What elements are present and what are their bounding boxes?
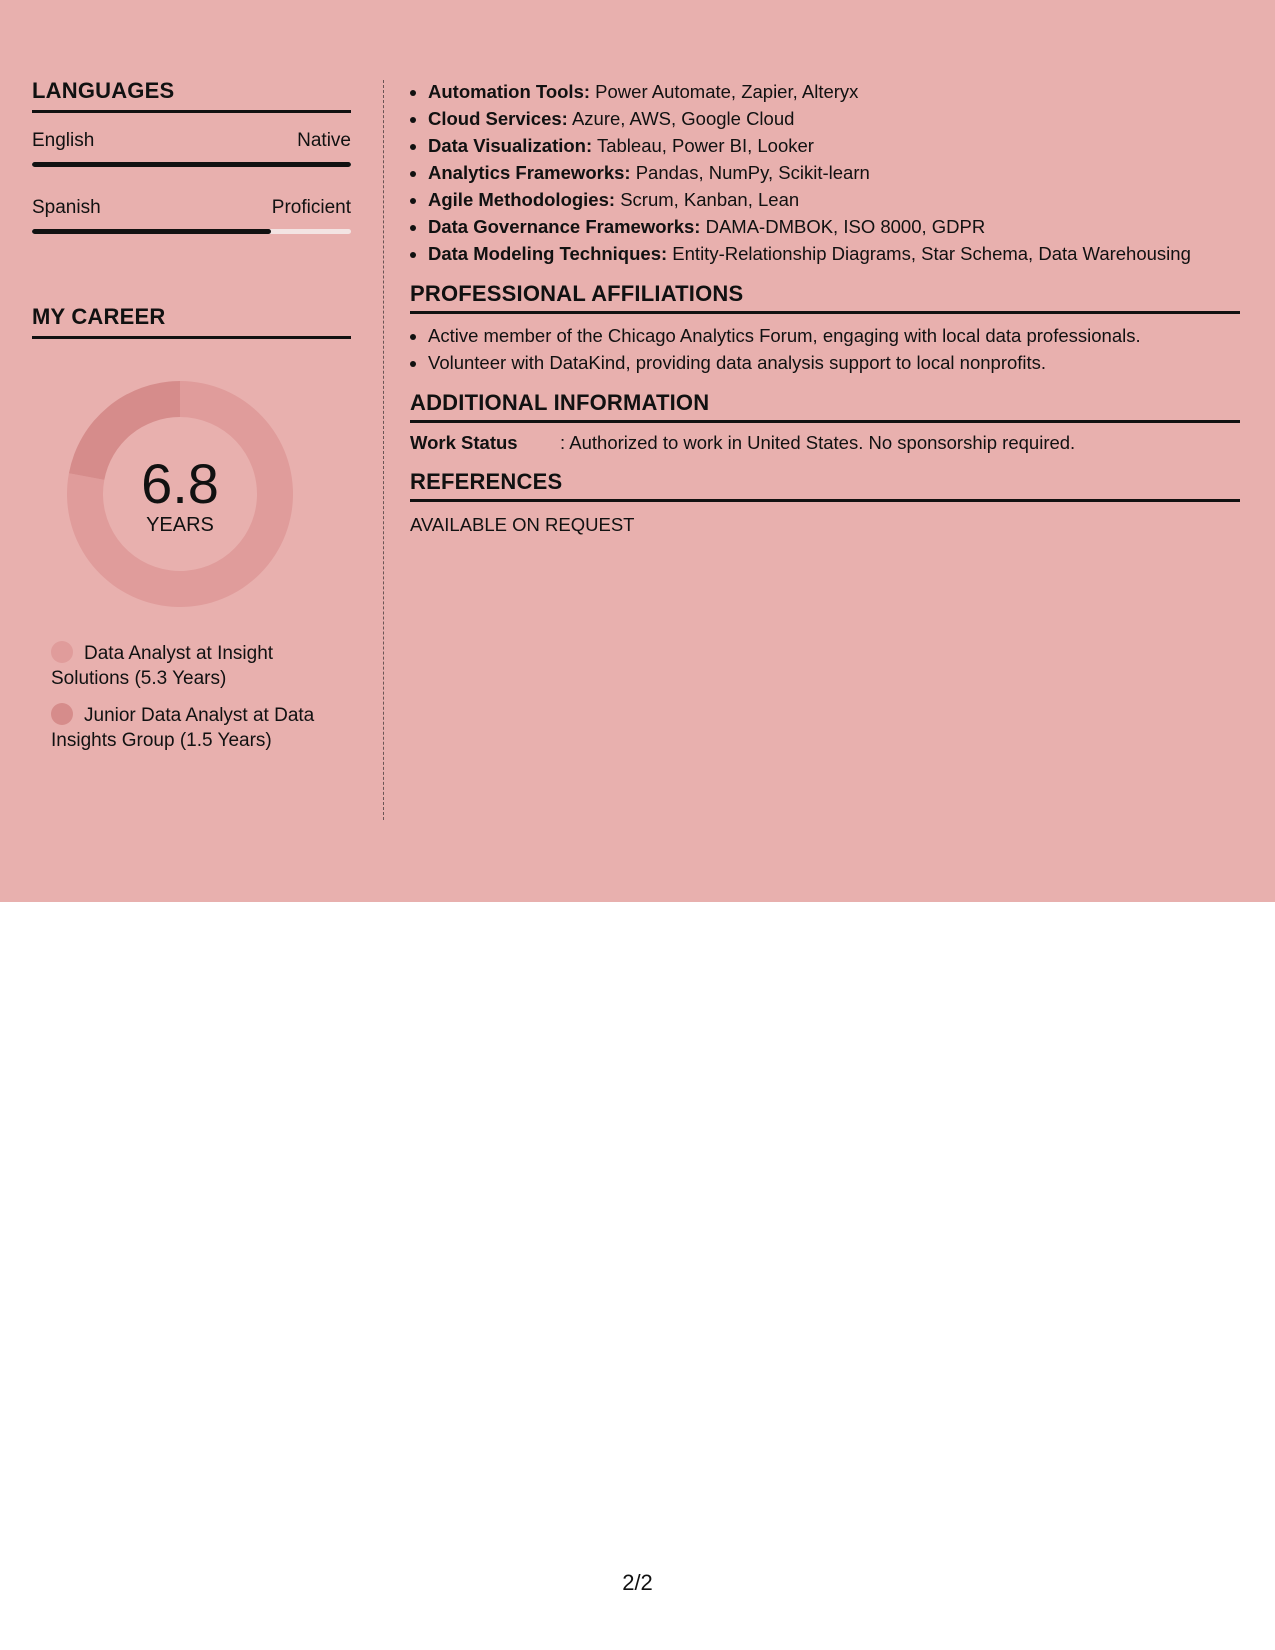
affiliations-list [410, 322, 1240, 376]
affiliation-item: • Volunteer with DataKind, providing data analysis support to local nonprofits. [428, 349, 1240, 376]
affiliation-item: • Active member of the Chicago Analytics Forum, engaging with local data professionals. [428, 322, 1240, 349]
skill-item [428, 78, 1240, 105]
skill-item [428, 186, 1240, 213]
skill-value: Tableau, Power BI, Looker [596, 135, 814, 156]
references-section [410, 469, 1240, 536]
skill-item [428, 132, 1240, 159]
work-status-row [410, 431, 1240, 455]
skill-value: Entity-Relationship Diagrams, Star Schema, Data Warehousing [672, 243, 1191, 264]
additional-info-heading: ADDITIONAL INFORMATION [410, 390, 1240, 423]
skill-value: Scrum, Kanban, Lean [620, 189, 800, 210]
skills-list [410, 78, 1240, 267]
language-name: English [32, 130, 95, 151]
career-heading: MY CAREER [32, 304, 351, 339]
skill-label: Agile Methodologies: [428, 189, 616, 210]
legend-item [51, 703, 341, 753]
language-proficiency-fill [32, 229, 271, 234]
language-level: Proficient [271, 197, 351, 218]
skill-label: Data Visualization: [428, 135, 593, 156]
affiliations-heading: PROFESSIONAL AFFILIATIONS [410, 281, 1240, 314]
references-heading: REFERENCES [410, 469, 1240, 502]
legend-label: Junior Data Analyst at Data Insights Group (1.5 Years) [51, 705, 315, 751]
skill-value: Pandas, NumPy, Scikit-learn [635, 162, 870, 183]
skill-value: Power Automate, Zapier, Alteryx [595, 81, 859, 102]
references-text: AVAILABLE ON REQUEST [410, 514, 635, 535]
work-status-value: : Authorized to work in United States. No sponsorship required. [560, 432, 1076, 453]
legend-label: Data Analyst at Insight Solutions (5.3 Years) [51, 643, 274, 689]
sidebar [32, 78, 351, 765]
skill-label: Data Modeling Techniques: [428, 243, 668, 264]
career-donut-chart [67, 381, 293, 607]
skill-label: Cloud Services: [428, 108, 568, 129]
skill-item [428, 105, 1240, 132]
language-proficiency-bar [32, 229, 351, 234]
language-proficiency-bar [32, 162, 351, 167]
column-divider [383, 80, 384, 820]
legend-dot-icon [51, 641, 73, 663]
career-total-unit: YEARS [146, 514, 214, 536]
work-status-label: Work Status [410, 432, 518, 453]
language-level: Native [297, 130, 351, 151]
skill-value: DAMA-DMBOK, ISO 8000, GDPR [705, 216, 986, 237]
affiliations-section [410, 281, 1240, 376]
main-content [410, 78, 1240, 536]
skill-item [428, 213, 1240, 240]
language-name: Spanish [32, 197, 101, 218]
career-total [67, 452, 293, 537]
career-legend [51, 641, 341, 753]
languages-heading: LANGUAGES [32, 78, 351, 113]
legend-item [51, 641, 341, 691]
language-proficiency-fill [32, 162, 351, 167]
legend-dot-icon [51, 703, 73, 725]
skill-item [428, 240, 1240, 267]
skill-label: Automation Tools: [428, 81, 591, 102]
additional-info-section [410, 390, 1240, 455]
skill-item [428, 159, 1240, 186]
language-item [32, 130, 351, 167]
career-total-value: 6.8 [141, 452, 219, 515]
language-item [32, 197, 351, 234]
page-number: 2/2 [622, 1570, 653, 1595]
skill-label: Analytics Frameworks: [428, 162, 631, 183]
skill-label: Data Governance Frameworks: [428, 216, 701, 237]
skill-value: Azure, AWS, Google Cloud [571, 108, 795, 129]
